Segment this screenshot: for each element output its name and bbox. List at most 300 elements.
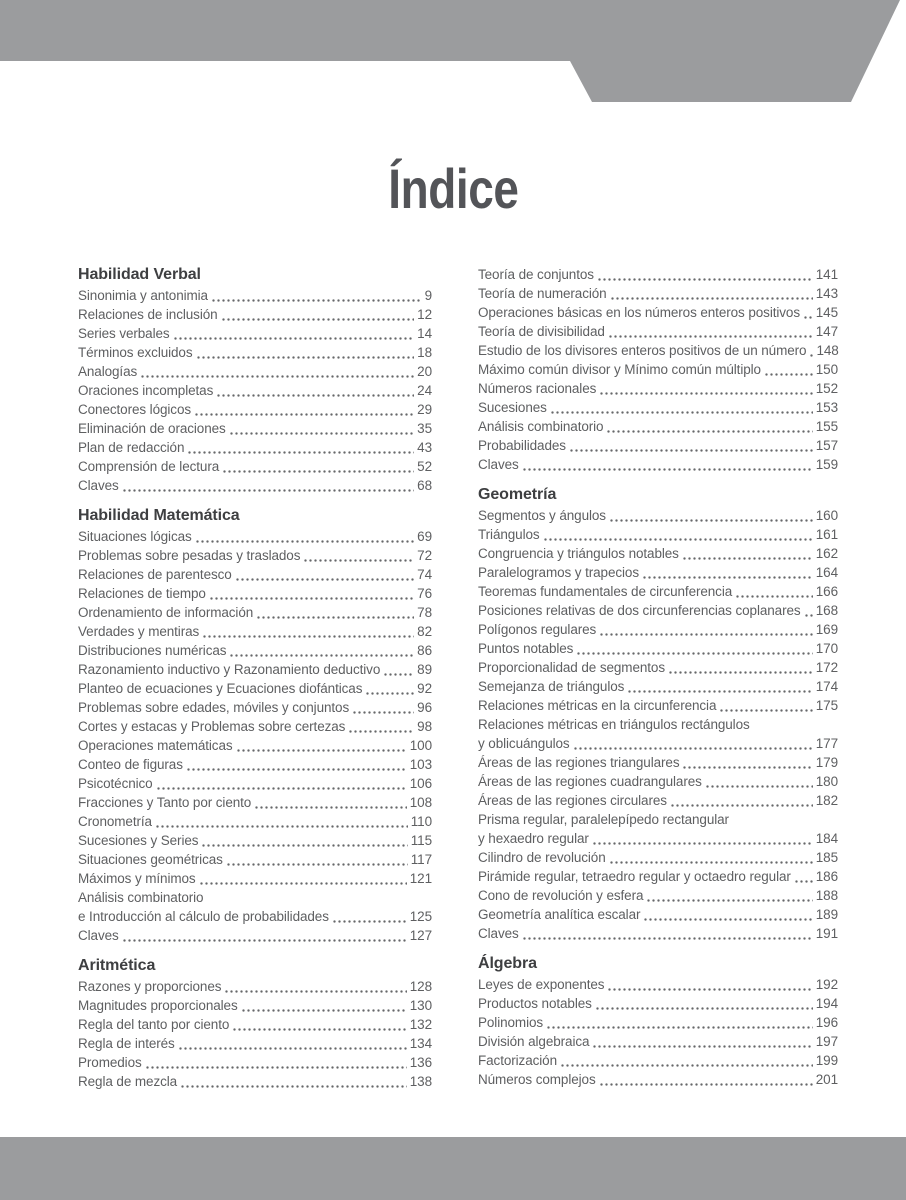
dot-leader — [216, 381, 414, 400]
entry-label: Series verbales — [78, 326, 170, 341]
toc-entry — [78, 400, 432, 419]
page-number: 78 — [417, 605, 432, 620]
page-number: 168 — [815, 603, 838, 618]
toc-entry — [78, 1053, 432, 1072]
page-number: 199 — [815, 1053, 838, 1068]
dot-leader — [156, 774, 407, 793]
entry-label: Paralelogramos y trapecios — [478, 565, 639, 580]
dot-leader — [235, 565, 414, 584]
footer-band — [0, 1137, 906, 1200]
dot-leader — [543, 525, 813, 544]
dot-leader — [682, 753, 812, 772]
dot-leader — [155, 812, 408, 831]
dot-leader — [735, 582, 813, 601]
page-number: 179 — [815, 755, 838, 770]
entry-label: Congruencia y triángulos notables — [478, 546, 679, 561]
entry-label: Operaciones básicas en los números enteros positivos — [478, 305, 800, 320]
dot-leader — [608, 322, 813, 341]
dot-leader — [229, 419, 414, 438]
entry-label: Distribuciones numéricas — [78, 643, 227, 658]
dot-leader — [573, 734, 813, 753]
entry-label: Relaciones de parentesco — [78, 567, 232, 582]
page-number: 29 — [417, 402, 432, 417]
dot-leader — [348, 717, 414, 736]
index-column — [78, 265, 432, 1091]
entry-label: Teoría de conjuntos — [478, 267, 594, 282]
toc-entry — [478, 322, 838, 341]
toc-entry — [78, 888, 432, 907]
entry-label: Regla del tanto por ciento — [78, 1017, 230, 1032]
toc-entry — [478, 582, 838, 601]
dot-leader — [187, 438, 414, 457]
page-number: 159 — [815, 457, 838, 472]
page-number: 155 — [815, 419, 838, 434]
page-number: 72 — [417, 548, 432, 563]
dot-leader — [606, 417, 812, 436]
toc-entry — [78, 755, 432, 774]
toc-entry — [478, 639, 838, 658]
toc-entry — [78, 996, 432, 1015]
toc-entry — [478, 563, 838, 582]
page-number: 69 — [417, 529, 432, 544]
toc-entry — [478, 620, 838, 639]
entry-label: e Introducción al cálculo de probabilidades — [78, 909, 329, 924]
page-number: 103 — [409, 757, 432, 772]
dot-leader — [670, 791, 813, 810]
toc-entry — [78, 831, 432, 850]
entry-label: Proporcionalidad de segmentos — [478, 660, 665, 675]
toc-entry — [78, 660, 432, 679]
toc-entry — [78, 324, 432, 343]
toc-entry — [478, 1070, 838, 1089]
entry-label: Claves — [78, 478, 119, 493]
dot-leader — [522, 924, 813, 943]
entry-label: Semejanza de triángulos — [478, 679, 625, 694]
entry-label: Probabilidades — [478, 438, 566, 453]
page-number: 12 — [417, 307, 432, 322]
toc-entry — [478, 455, 838, 474]
dot-leader — [550, 398, 813, 417]
entry-label: Teoría de numeración — [478, 286, 607, 301]
entry-label: Conectores lógicos — [78, 402, 192, 417]
dot-leader — [592, 829, 813, 848]
toc-entry — [78, 907, 432, 926]
toc-entry — [478, 1051, 838, 1070]
toc-entry — [478, 905, 838, 924]
dot-leader — [569, 436, 813, 455]
entry-label: Números racionales — [478, 381, 597, 396]
dot-leader — [122, 926, 407, 945]
entry-label: Promedios — [78, 1055, 142, 1070]
dot-leader — [682, 544, 813, 563]
page-number: 52 — [417, 459, 432, 474]
dot-leader — [809, 341, 813, 360]
toc-entry — [78, 381, 432, 400]
page-number: 132 — [409, 1017, 432, 1032]
section-title: Geometría — [478, 486, 557, 503]
page-number: 186 — [815, 869, 838, 884]
toc-entry — [478, 791, 838, 810]
page-number: 162 — [815, 546, 838, 561]
page-number: 147 — [815, 324, 838, 339]
toc-entry — [478, 601, 838, 620]
dot-leader — [232, 1015, 407, 1034]
entry-label: Regla de interés — [78, 1036, 175, 1051]
toc-entry — [78, 869, 432, 888]
toc-entry — [78, 736, 432, 755]
entry-label: Factorización — [478, 1053, 557, 1068]
entry-label: Números complejos — [478, 1072, 596, 1087]
entry-label: Relaciones métricas en triángulos rectángulos — [478, 717, 750, 732]
toc-entry — [478, 994, 838, 1013]
entry-label: Teoremas fundamentales de circunferencia — [478, 584, 733, 599]
dot-leader — [196, 343, 415, 362]
page-number: 148 — [816, 343, 839, 358]
entry-label: Sucesiones — [478, 400, 547, 415]
toc-entry — [78, 565, 432, 584]
entry-label: Cronometría — [78, 814, 152, 829]
entry-label: Conteo de figuras — [78, 757, 183, 772]
dot-leader — [256, 603, 414, 622]
page-number: 192 — [815, 977, 838, 992]
dot-leader — [627, 677, 812, 696]
dot-leader — [646, 886, 812, 905]
index-column — [478, 265, 838, 1091]
dot-leader — [224, 977, 406, 996]
page-number: 130 — [409, 998, 432, 1013]
entry-label: Áreas de las regiones circulares — [478, 793, 667, 808]
toc-entry — [78, 343, 432, 362]
dot-leader — [229, 641, 414, 660]
toc-entry — [78, 774, 432, 793]
page-number: 92 — [417, 681, 432, 696]
entry-label: Sinonimia y antonimia — [78, 288, 208, 303]
toc-entry — [478, 753, 838, 772]
dot-leader — [209, 584, 414, 603]
page-number: 160 — [815, 508, 838, 523]
entry-label: Sucesiones y Series — [78, 833, 199, 848]
toc-entry — [78, 457, 432, 476]
toc-entry — [78, 527, 432, 546]
dot-leader — [303, 546, 414, 565]
entry-label: y hexaedro regular — [478, 831, 589, 846]
dot-leader — [592, 1032, 812, 1051]
page-number: 152 — [815, 381, 838, 396]
dot-leader — [599, 379, 813, 398]
page-number: 125 — [409, 909, 432, 924]
dot-leader — [122, 476, 415, 495]
entry-label: Teoría de divisibilidad — [478, 324, 605, 339]
dot-leader — [610, 284, 813, 303]
toc-entry — [478, 284, 838, 303]
entry-label: Polígonos regulares — [478, 622, 597, 637]
index-section — [478, 265, 838, 474]
entry-label: Triángulos — [478, 527, 540, 542]
page-number: 110 — [410, 814, 432, 829]
dot-leader — [794, 867, 813, 886]
entry-label: Claves — [78, 928, 119, 943]
toc-entry — [78, 1015, 432, 1034]
page-number: 166 — [815, 584, 838, 599]
toc-entry — [78, 698, 432, 717]
dot-leader — [352, 698, 414, 717]
page-number: 170 — [815, 641, 838, 656]
toc-entry — [78, 1072, 432, 1091]
entry-label: Oraciones incompletas — [78, 383, 214, 398]
entry-label: Máximo común divisor y Mínimo común múltiplo — [478, 362, 761, 377]
entry-label: Estudio de los divisores enteros positivos de un número — [478, 343, 807, 358]
toc-entry — [478, 975, 838, 994]
toc-entry — [478, 810, 838, 829]
dot-leader — [332, 907, 407, 926]
page-number: 197 — [815, 1034, 838, 1049]
entry-label: Prisma regular, paralelepípedo rectangular — [478, 812, 729, 827]
dot-leader — [365, 679, 414, 698]
entry-label: Cilindro de revolución — [478, 850, 606, 865]
page-number: 161 — [815, 527, 838, 542]
toc-entry — [478, 265, 838, 284]
page-title — [0, 158, 906, 220]
entry-label: Razonamiento inductivo y Razonamiento deductivo — [78, 662, 381, 677]
entry-label: Regla de mezcla — [78, 1074, 178, 1089]
page-number: 127 — [409, 928, 432, 943]
toc-entry — [478, 544, 838, 563]
page-number: 115 — [410, 833, 432, 848]
entry-label: Razones y proporciones — [78, 979, 222, 994]
page-number: 86 — [417, 643, 432, 658]
page-number: 145 — [815, 305, 838, 320]
toc-entry — [478, 398, 838, 417]
toc-entry — [478, 436, 838, 455]
dot-leader — [668, 658, 813, 677]
dot-leader — [803, 303, 813, 322]
dot-leader — [201, 831, 407, 850]
page-number: 175 — [815, 698, 838, 713]
page-number: 189 — [815, 907, 838, 922]
toc-entry — [478, 734, 838, 753]
dot-leader — [764, 360, 813, 379]
dot-leader — [609, 848, 813, 867]
toc-entry — [478, 506, 838, 525]
index-section — [478, 485, 838, 943]
entry-label: Plan de redacción — [78, 440, 185, 455]
toc-entry — [78, 1034, 432, 1053]
entry-label: Productos notables — [478, 996, 592, 1011]
dot-leader — [642, 563, 813, 582]
toc-entry — [78, 476, 432, 495]
entry-label: y oblicuángulos — [478, 736, 570, 751]
page-number: 153 — [815, 400, 838, 415]
entry-label: Áreas de las regiones triangulares — [478, 755, 680, 770]
dot-leader — [597, 265, 813, 284]
dot-leader — [607, 975, 812, 994]
toc-entry — [478, 341, 838, 360]
dot-leader — [202, 622, 414, 641]
section-title: Álgebra — [478, 955, 537, 972]
dot-leader — [173, 324, 415, 343]
page-number: 143 — [815, 286, 838, 301]
entry-label: Polinomios — [478, 1015, 544, 1030]
entry-label: Relaciones de tiempo — [78, 586, 206, 601]
page-number: 136 — [409, 1055, 432, 1070]
section-title: Habilidad Matemática — [78, 507, 240, 524]
toc-entry — [78, 286, 432, 305]
page-number: 108 — [409, 795, 432, 810]
page-number: 76 — [417, 586, 432, 601]
page-number: 150 — [815, 362, 838, 377]
dot-leader — [705, 772, 813, 791]
index-section — [78, 956, 432, 1091]
toc-entry — [478, 1013, 838, 1032]
entry-label: Cortes y estacas y Problemas sobre certezas — [78, 719, 346, 734]
toc-entry — [478, 924, 838, 943]
entry-label: Cono de revolución y esfera — [478, 888, 644, 903]
page-number: 201 — [815, 1072, 838, 1087]
entry-label: Problemas sobre pesadas y traslados — [78, 548, 301, 563]
toc-entry — [478, 715, 838, 734]
dot-leader — [804, 601, 813, 620]
section-title: Habilidad Verbal — [78, 266, 201, 283]
dot-leader — [199, 869, 407, 888]
page-number: 157 — [815, 438, 838, 453]
dot-leader — [145, 1053, 407, 1072]
entry-label: Psicotécnico — [78, 776, 153, 791]
toc-entry — [478, 886, 838, 905]
toc-entry — [78, 977, 432, 996]
page-number: 169 — [815, 622, 838, 637]
toc-entry — [78, 362, 432, 381]
dot-leader — [211, 286, 422, 305]
dot-leader — [599, 620, 813, 639]
dot-leader — [178, 1034, 407, 1053]
page-number: 100 — [409, 738, 432, 753]
page-number: 98 — [417, 719, 432, 734]
entry-label: Geometría analítica escalar — [478, 907, 641, 922]
page-number: 184 — [815, 831, 838, 846]
page-number: 14 — [417, 326, 432, 341]
page-number: 82 — [417, 624, 432, 639]
dot-leader — [599, 1070, 813, 1089]
dot-leader — [254, 793, 407, 812]
page-number: 191 — [815, 926, 838, 941]
page-number: 141 — [815, 267, 838, 282]
toc-entry — [478, 525, 838, 544]
page-number: 35 — [417, 421, 432, 436]
page-number: 121 — [409, 871, 432, 886]
index-section — [78, 506, 432, 945]
entry-label: Situaciones geométricas — [78, 852, 223, 867]
dot-leader — [226, 850, 408, 869]
page-number: 177 — [815, 736, 838, 751]
toc-entry — [478, 303, 838, 322]
dot-leader — [383, 660, 414, 679]
toc-entry — [478, 848, 838, 867]
entry-label: Magnitudes proporcionales — [78, 998, 238, 1013]
toc-entry — [478, 829, 838, 848]
toc-entry — [78, 926, 432, 945]
entry-label: Áreas de las regiones cuadrangulares — [478, 774, 702, 789]
entry-label: Términos excluidos — [78, 345, 193, 360]
page-number: 194 — [815, 996, 838, 1011]
page-number: 117 — [410, 852, 432, 867]
page-number: 89 — [417, 662, 432, 677]
dot-leader — [522, 455, 813, 474]
section-title: Aritmética — [78, 957, 156, 974]
page-number: 106 — [409, 776, 432, 791]
entry-label: Puntos notables — [478, 641, 574, 656]
entry-label: Comprensión de lectura — [78, 459, 220, 474]
entry-label: Analogías — [78, 364, 138, 379]
toc-entry — [78, 419, 432, 438]
page-number: 138 — [409, 1074, 432, 1089]
page-number: 18 — [417, 345, 432, 360]
dot-leader — [140, 362, 414, 381]
page-number: 74 — [417, 567, 432, 582]
page-number: 68 — [417, 478, 432, 493]
entry-label: Relaciones métricas en la circunferencia — [478, 698, 717, 713]
entry-label: Eliminación de oraciones — [78, 421, 226, 436]
dot-leader — [719, 696, 812, 715]
toc-entry — [78, 793, 432, 812]
entry-label: Análisis combinatorio — [478, 419, 604, 434]
toc-entry — [78, 622, 432, 641]
toc-entry — [78, 603, 432, 622]
entry-label: Máximos y mínimos — [78, 871, 196, 886]
page-number: 134 — [409, 1036, 432, 1051]
entry-label: Claves — [478, 457, 519, 472]
page-number: 182 — [815, 793, 838, 808]
toc-entry — [478, 772, 838, 791]
toc-entry — [478, 360, 838, 379]
page-number: 196 — [815, 1015, 838, 1030]
dot-leader — [241, 996, 407, 1015]
dot-leader — [186, 755, 407, 774]
toc-entry — [478, 677, 838, 696]
toc-entry — [78, 305, 432, 324]
toc-entry — [78, 641, 432, 660]
entry-label: Planteo de ecuaciones y Ecuaciones diofánticas — [78, 681, 363, 696]
page-number: 188 — [815, 888, 838, 903]
entry-label: Ordenamiento de información — [78, 605, 254, 620]
index-section — [78, 265, 432, 495]
entry-label: Claves — [478, 926, 519, 941]
entry-label: Operaciones matemáticas — [78, 738, 233, 753]
page-number: 20 — [417, 364, 432, 379]
index-columns — [78, 265, 838, 1091]
toc-entry — [478, 867, 838, 886]
dot-leader — [221, 305, 415, 324]
toc-entry — [78, 584, 432, 603]
dot-leader — [609, 506, 813, 525]
dot-leader — [576, 639, 812, 658]
entry-label: Análisis combinatorio — [78, 890, 204, 905]
toc-entry — [478, 658, 838, 677]
entry-label: Leyes de exponentes — [478, 977, 605, 992]
entry-label: Problemas sobre edades, móviles y conjuntos — [78, 700, 350, 715]
page-number: 128 — [409, 979, 432, 994]
toc-entry — [78, 812, 432, 831]
dot-leader — [236, 736, 407, 755]
index-section — [478, 954, 838, 1089]
entry-label: Situaciones lógicas — [78, 529, 192, 544]
toc-entry — [78, 850, 432, 869]
toc-entry — [478, 696, 838, 715]
page-number: 180 — [815, 774, 838, 789]
entry-label: Fracciones y Tanto por ciento — [78, 795, 252, 810]
dot-leader — [222, 457, 414, 476]
page-title-text: Índice — [387, 157, 519, 220]
dot-leader — [546, 1013, 813, 1032]
